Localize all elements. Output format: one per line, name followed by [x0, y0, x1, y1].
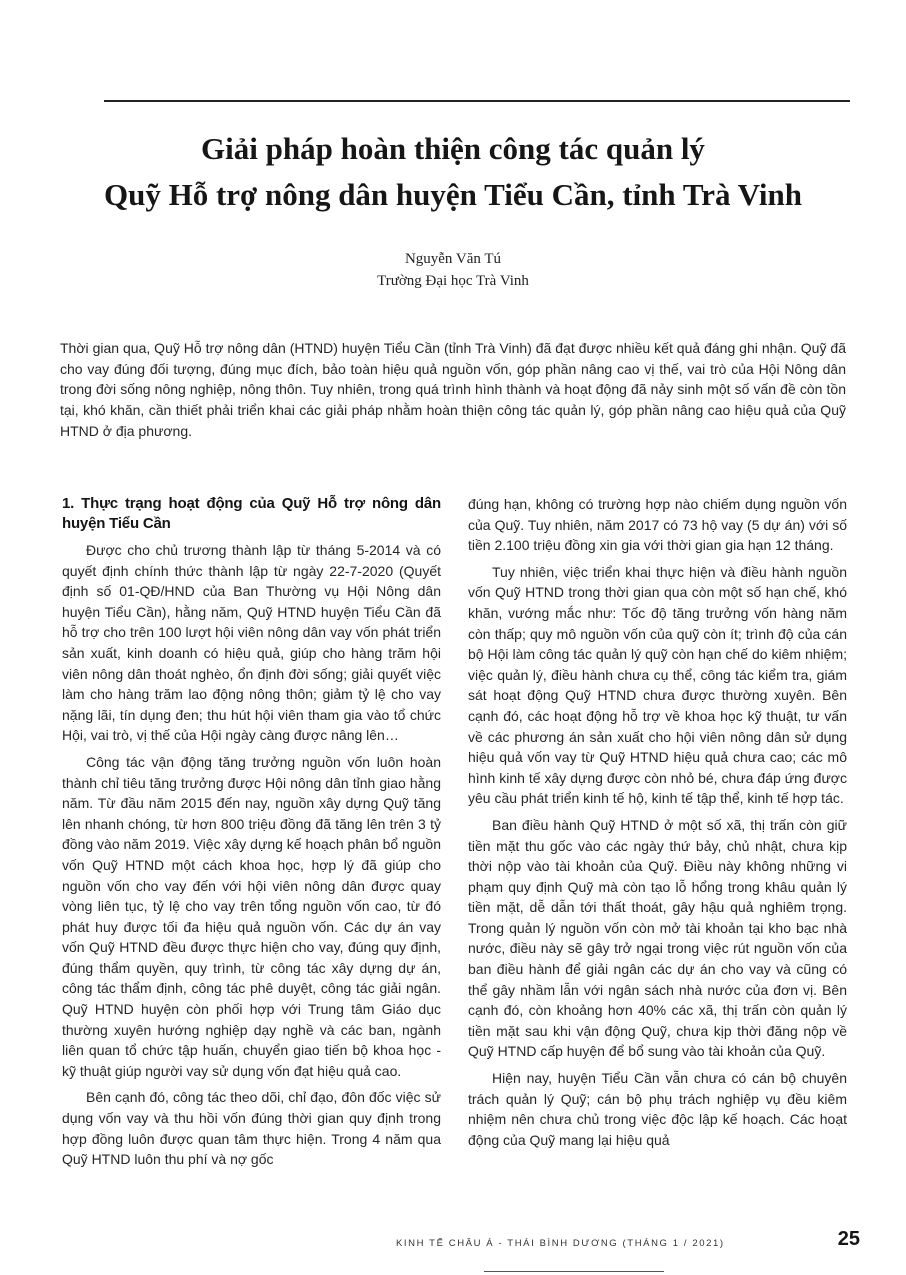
section-heading: 1. Thực trạng hoạt động của Quỹ Hỗ trợ nông dân huyện Tiểu Cần: [62, 495, 441, 532]
author-block: [0, 248, 906, 292]
body-paragraph: Công tác vận động tăng trưởng nguồn vốn luôn hoàn thành chỉ tiêu tăng trưởng được Hội nông dân tỉnh giao hằng năm. Từ đầu năm 2015 đến nay, nguồn xây dựng Quỹ tăng lên nhanh chóng, từ hơn 800 triệu đồng đã tăng lên trên 3 tỷ đồng vào năm 2019. Việc xây dựng kế hoạch phân bổ nguồn vốn Quỹ HTND một cách khoa học, hợp lý đã giúp cho nguồn vốn cho vay đến với hội viên nông dân được quay vòng liên tục, tỷ lệ cho vay trên tổng nguồn vốn cao, từ đó phát huy được tối đa hiệu quả nguồn vốn. Các dự án vay vốn Quỹ HTND đều được thực hiện cho vay, đúng quy định, đúng thẩm quyền, quy trình, từ công tác xây dựng dự án, công tác thẩm định, công tác phê duyệt, công tác giải ngân. Quỹ HTND huyện còn phối hợp với Trung tâm Giáo dục thường xuyên hướng nghiệp dạy nghề và các ban, ngành liên quan tổ chức tập huấn, chuyển giao tiến bộ khoa học - kỹ thuật giúp người vay sử dụng vốn đạt hiệu quả cao.: [62, 753, 441, 1079]
author-name: Nguyễn Văn Tú: [404, 251, 502, 267]
body-paragraph: Hiện nay, huyện Tiểu Cần vẫn chưa có cán bộ chuyên trách quản lý Quỹ; cán bộ phụ trách nghiệp vụ đều kiêm nhiệm nên chưa chủ trong việc độc lập kế hoạch. Các hoạt động của Quỹ mang lại hiệu quả: [468, 1070, 847, 1148]
title-line-2: Quỹ Hỗ trợ nông dân huyện Tiểu Cần, tỉnh Trà Vinh: [104, 177, 802, 212]
right-column: [468, 494, 847, 1156]
body-paragraph: Bên cạnh đó, công tác theo dõi, chỉ đạo, đôn đốc việc sử dụng vốn vay và thu hồi vốn đúng thời gian quy định trong hợp đồng luôn được quan tâm thực hiện. Trong 4 năm qua Quỹ HTND luôn thu phí và nợ gốc: [62, 1089, 441, 1168]
article-title: [60, 126, 846, 218]
body-paragraph: Được cho chủ trương thành lập từ tháng 5-2014 và có quyết định chính thức thành lập từ ngày 22-7-2020 (Quyết định số 01-QĐ/HND của Ban Thường vụ Hội Nông dân huyện Tiểu Cần), hằng năm, Quỹ HTND huyện Tiểu Cần đã hỗ trợ cho trên 100 lượt hội viên nông dân vay vốn phát triển sản xuất, kinh doanh có hiệu quả, giúp cho hàng trăm hội viên nông dân thoát nghèo, ổn định đời sống; giải quyết việc làm cho hàng trăm lao động nông thôn; giảm tỷ lệ cho vay nặng lãi, tín dụng đen; thu hút hội viên tham gia vào tổ chức Hội, vai trò, vị thế của Hội ngày càng được nâng lên…: [62, 542, 441, 744]
journal-footer: KINH TẾ CHÂU Á - THÁI BÌNH DƯƠNG (THÁNG 1 / 2021): [396, 1238, 725, 1249]
title-line-1: Giải pháp hoàn thiện công tác quản lý: [201, 131, 705, 166]
abstract: Thời gian qua, Quỹ Hỗ trợ nông dân (HTND) huyện Tiểu Cần (tỉnh Trà Vinh) đã đạt được nhiều kết quả đáng ghi nhận. Quỹ đã cho vay đúng đối tượng, đúng mục đích, bảo toàn hiệu quả nguồn vốn, góp phần nâng cao vị thế, vai trò của Hội Nông dân trong đời sống nông nghiệp, nông thôn. Tuy nhiên, trong quá trình hình thành và hoạt động đã nảy sinh một số vấn đề còn tồn tại, khó khăn, cần thiết phải triển khai các giải pháp nhằm hoàn thiện công tác quản lý, góp phần nâng cao hiệu quả của Quỹ HTND ở địa phương.: [60, 340, 846, 439]
body-paragraph: Ban điều hành Quỹ HTND ở một số xã, thị trấn còn giữ tiền mặt thu gốc vào các ngày thứ bảy, chủ nhật, chưa kịp thời nộp vào tài khoản của Quỹ. Điều này không những vi phạm quy định Quỹ mà còn tạo lỗ hổng trong khâu quản lý tiền mặt, dễ dẫn tới thất thoát, gây hậu quả nghiêm trọng. Trong quản lý nguồn vốn còn mở tài khoản tại kho bạc nhà nước, điều này sẽ gây trở ngại trong việc rút nguồn vốn của ban điều hành để giải ngân các dự án cho vay và cũng có thể gây nhầm lẫn với ngân sách nhà nước của đơn vị. Bên cạnh đó, còn khoảng hơn 40% các xã, thị trấn còn quản lý tiền mặt sau khi vận động Quỹ, chưa kịp thời đăng nộp về Quỹ HTND cấp huyện để bổ sung vào tài khoản của Quỹ.: [468, 816, 847, 1060]
author-affiliation: Trường Đại học Trà Vinh: [377, 273, 529, 289]
body-paragraph-continued: đúng hạn, không có trường hợp nào chiếm dụng nguồn vốn của Quỹ. Tuy nhiên, năm 2017 có 73 hộ vay (5 dự án) với số tiền 2.100 triệu đồng xin gia với thời gian gia hạn 12 tháng.: [468, 496, 847, 554]
body-paragraph: Tuy nhiên, việc triển khai thực hiện và điều hành nguồn vốn Quỹ HTND trong thời gian qua còn một số hạn chế, khó khăn, vướng mắc như: Tốc độ tăng trưởng vốn hàng năm còn thấp; quy mô nguồn vốn của quỹ còn ít; trình độ của cán bộ Hội làm công tác quản lý quỹ còn hạn chế do kiêm nhiệm; việc quản lý, điều hành chưa cụ thể, công tác kiểm tra, giám sát hoạt động Quỹ HTND chưa được thường xuyên. Bên cạnh đó, các hoạt động hỗ trợ về khoa học kỹ thuật, tư vấn về các phương án sản xuất cho hội viên nông dân sử dụng hiệu quả vốn vay từ Quỹ HTND hiệu quả chưa cao; các mô hình kinh tế xây dựng được còn nhỏ bé, chưa đáp ứng được yêu cầu phát triển kinh tế hộ, kinh tế tập thể, kinh tế hợp tác.: [468, 563, 847, 807]
footer-rule: [484, 1271, 664, 1272]
page-number: 25: [837, 1228, 860, 1250]
left-column: [62, 494, 441, 1176]
header-rule: [104, 100, 850, 102]
